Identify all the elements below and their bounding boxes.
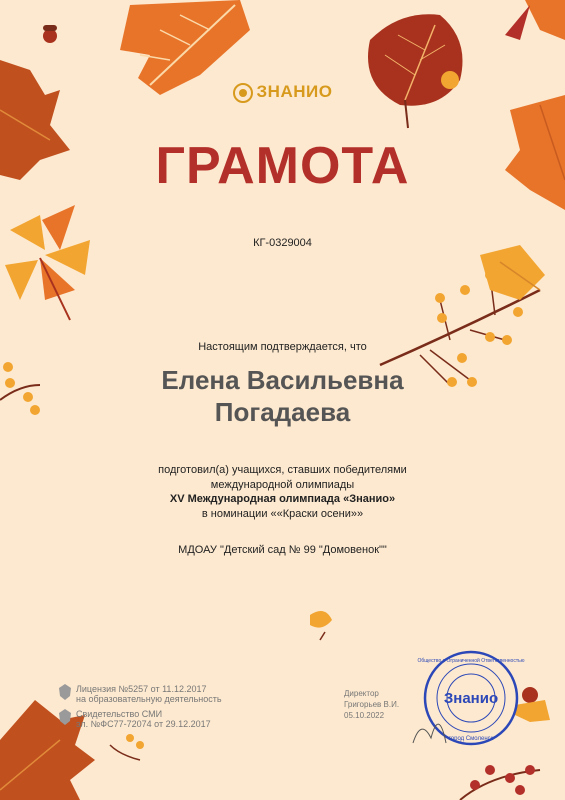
media-line1: Свидетельство СМИ bbox=[76, 709, 163, 719]
certificate-title: ГРАМОТА bbox=[155, 137, 410, 195]
confirm-text: Настоящим подтверждается, что bbox=[198, 341, 367, 353]
license-line1: Лицензия №5257 от 11.12.2017 bbox=[76, 684, 207, 694]
media-info bbox=[58, 709, 211, 729]
dark-leaf-icon bbox=[368, 14, 463, 128]
nomination: в номинации ««Краски осени»» bbox=[201, 507, 364, 520]
license-info bbox=[58, 684, 222, 704]
organization-name: МДОАУ "Детский сад № 99 "Домовенок"" bbox=[178, 544, 387, 556]
brand-name: ЗНАНИО bbox=[256, 82, 333, 101]
signer-name: Григорьев В.И. bbox=[344, 700, 400, 709]
signature-block bbox=[344, 688, 399, 721]
stamp-center-text: Знанио bbox=[443, 690, 499, 707]
media-line2: эл. №ФС77-72074 от 29.12.2017 bbox=[76, 719, 211, 729]
body-line1: подготовил(а) учащихся, ставших победителями bbox=[158, 464, 407, 476]
signer-role: Директор bbox=[344, 689, 379, 698]
stamp-bottom-text: город Смоленск bbox=[448, 736, 494, 742]
body-line2: международной олимпиады bbox=[210, 478, 355, 491]
recipient-name-line1: Елена Васильевна bbox=[161, 365, 404, 395]
maple-leaf-icon bbox=[120, 0, 250, 95]
stamp-ring-text: Общество с Ограниченной Ответственностью bbox=[417, 658, 525, 664]
certificate-body bbox=[0, 463, 565, 521]
acorn-icon bbox=[43, 25, 57, 43]
brand-logo-icon bbox=[233, 83, 253, 103]
chestnut-leaf-icon bbox=[5, 205, 90, 320]
emblem-icon bbox=[58, 709, 72, 725]
license-line2: на образовательную деятельность bbox=[76, 694, 222, 704]
recipient-name-line2: Погадаева bbox=[214, 397, 351, 427]
signature-date: 05.10.2022 bbox=[344, 711, 385, 720]
emblem-icon bbox=[58, 684, 72, 700]
seal-stamp bbox=[411, 648, 525, 750]
bottom-berries-icon bbox=[460, 765, 540, 800]
brand-logo bbox=[0, 82, 565, 103]
recipient-name bbox=[0, 364, 565, 428]
olympiad-name: XV Международная олимпиада «Знанио» bbox=[169, 493, 396, 505]
certificate-code: КГ-0329004 bbox=[253, 237, 312, 249]
